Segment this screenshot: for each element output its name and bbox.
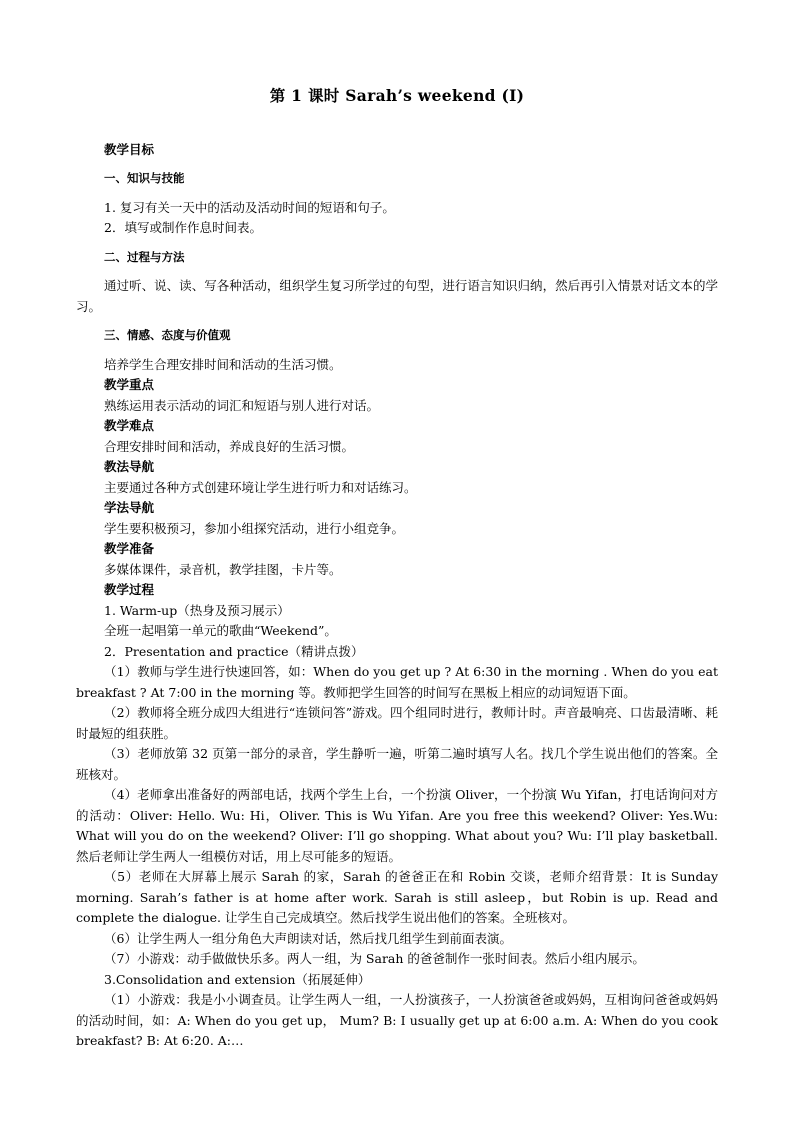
process-paragraph: （4）老师拿出准备好的两部电话，找两个学生上台，一个扮演 Oliver，一个扮演 Wu Yifan，打电话询问对方的活动：Oliver: Hello. Wu: Hi，Oliver. This is Wu Yifan. Are you free this weekend? Oliver: Yes.Wu: What will you do on the weekend? Oliver: I’ll go shopping. What about you? Wu: I’ll play basketball. 然后老师让学生两人一组模仿对话，用上尽可能多的短语。 [76, 787, 718, 864]
objectives-heading: 教学目标 [104, 141, 155, 157]
subheading-process: 二、过程与方法 [104, 249, 185, 264]
process-heading: 教学过程 [104, 582, 155, 597]
objective-item: 1. 复习有关一天中的活动及活动时间的短语和句子。 [104, 199, 395, 215]
section-heading-key-points: 教学重点 [104, 377, 155, 392]
process-paragraph: （5）老师在大屏幕上展示 Sarah 的家，Sarah 的爸爸正在和 Robin 交谈，老师介绍背景：It is Sunday morning. Sarah’s father is at home after work. Sarah is still asleep，but Robin is up. Read and complete the dialogue. 让学生自己完成填空。然后找学生说出他们的答案。全班核对。 [76, 869, 718, 925]
process-paragraph: （3）老师放第 32 页第一部分的录音，学生静听一遍，听第二遍时填写人名。找几个学生说出他们的答案。全班核对。 [76, 746, 718, 782]
section-heading-difficulties: 教学难点 [104, 418, 155, 433]
section-text-teaching-method: 主要通过各种方式创建环境让学生进行听力和对话练习。 [104, 479, 417, 495]
objective-item: 2．填写或制作作息时间表。 [104, 220, 262, 235]
process-paragraph: （2）教师将全班分成四大组进行“连锁问答”游戏。四个组同时进行，教师计时。声音最响亮、口齿最清晰、耗时最短的组获胜。 [76, 705, 718, 741]
process-paragraph: （6）让学生两人一组分角色大声朗读对话，然后找几组学生到前面表演。 [104, 930, 512, 946]
step-warmup-text: 全班一起唱第一单元的歌曲“Weekend”。 [104, 623, 337, 638]
step-presentation: 2．Presentation and practice（精讲点拨） [104, 643, 364, 659]
section-text-key-points: 熟练运用表示活动的词汇和短语与别人进行对话。 [104, 397, 380, 413]
section-text-difficulties: 合理安排时间和活动，养成良好的生活习惯。 [104, 438, 355, 454]
attitude-paragraph: 培养学生合理安排时间和活动的生活习惯。 [104, 356, 342, 372]
subheading-knowledge: 一、知识与技能 [104, 171, 185, 185]
section-heading-teaching-method: 教法导航 [104, 459, 155, 474]
section-text-preparation: 多媒体课件，录音机，教学挂图，卡片等。 [104, 561, 342, 577]
process-paragraph: （1）教师与学生进行快速回答，如：When do you get up ? At 6:30 in the morning . When do you eat breakfast ? At 7:00 in the morning 等。教师把学生回答的时间写在黑板上相应的动词短语下面。 [76, 664, 718, 700]
subheading-attitude: 三、情感、态度与价值观 [104, 328, 231, 342]
section-heading-preparation: 教学准备 [104, 541, 155, 556]
process-paragraph: （7）小游戏：动手做做快乐多。两人一组，为 Sarah 的爸爸制作一张时间表。然后小组内展示。 [104, 951, 645, 966]
section-text-learning-method: 学生要积极预习，参加小组探究活动，进行小组竞争。 [104, 520, 405, 536]
consolidation-paragraph: （1）小游戏：我是小小调查员。让学生两人一组，一人扮演孩子，一人扮演爸爸或妈妈，互相询问爸爸或妈妈的活动时间，如：A: When do you get up， Mum? B: I usually get up at 6:00 a.m. A: When do you cook breakfast? B: At 6:20. A:… [76, 992, 718, 1048]
process-method-paragraph: 通过听、说、读、写各种活动，组织学生复习所学过的句型，进行语言知识归纳，然后再引入情景对话文本的学习。 [76, 278, 718, 314]
document-page [76, 86, 718, 1052]
page-title: 第 1 课时 Sarah’s weekend (I) [269, 86, 525, 105]
step-consolidation: 3.Consolidation and extension（拓展延伸） [104, 971, 371, 987]
section-heading-learning-method: 学法导航 [104, 500, 155, 515]
step-warmup: 1. Warm-up（热身及预习展示） [104, 602, 290, 618]
